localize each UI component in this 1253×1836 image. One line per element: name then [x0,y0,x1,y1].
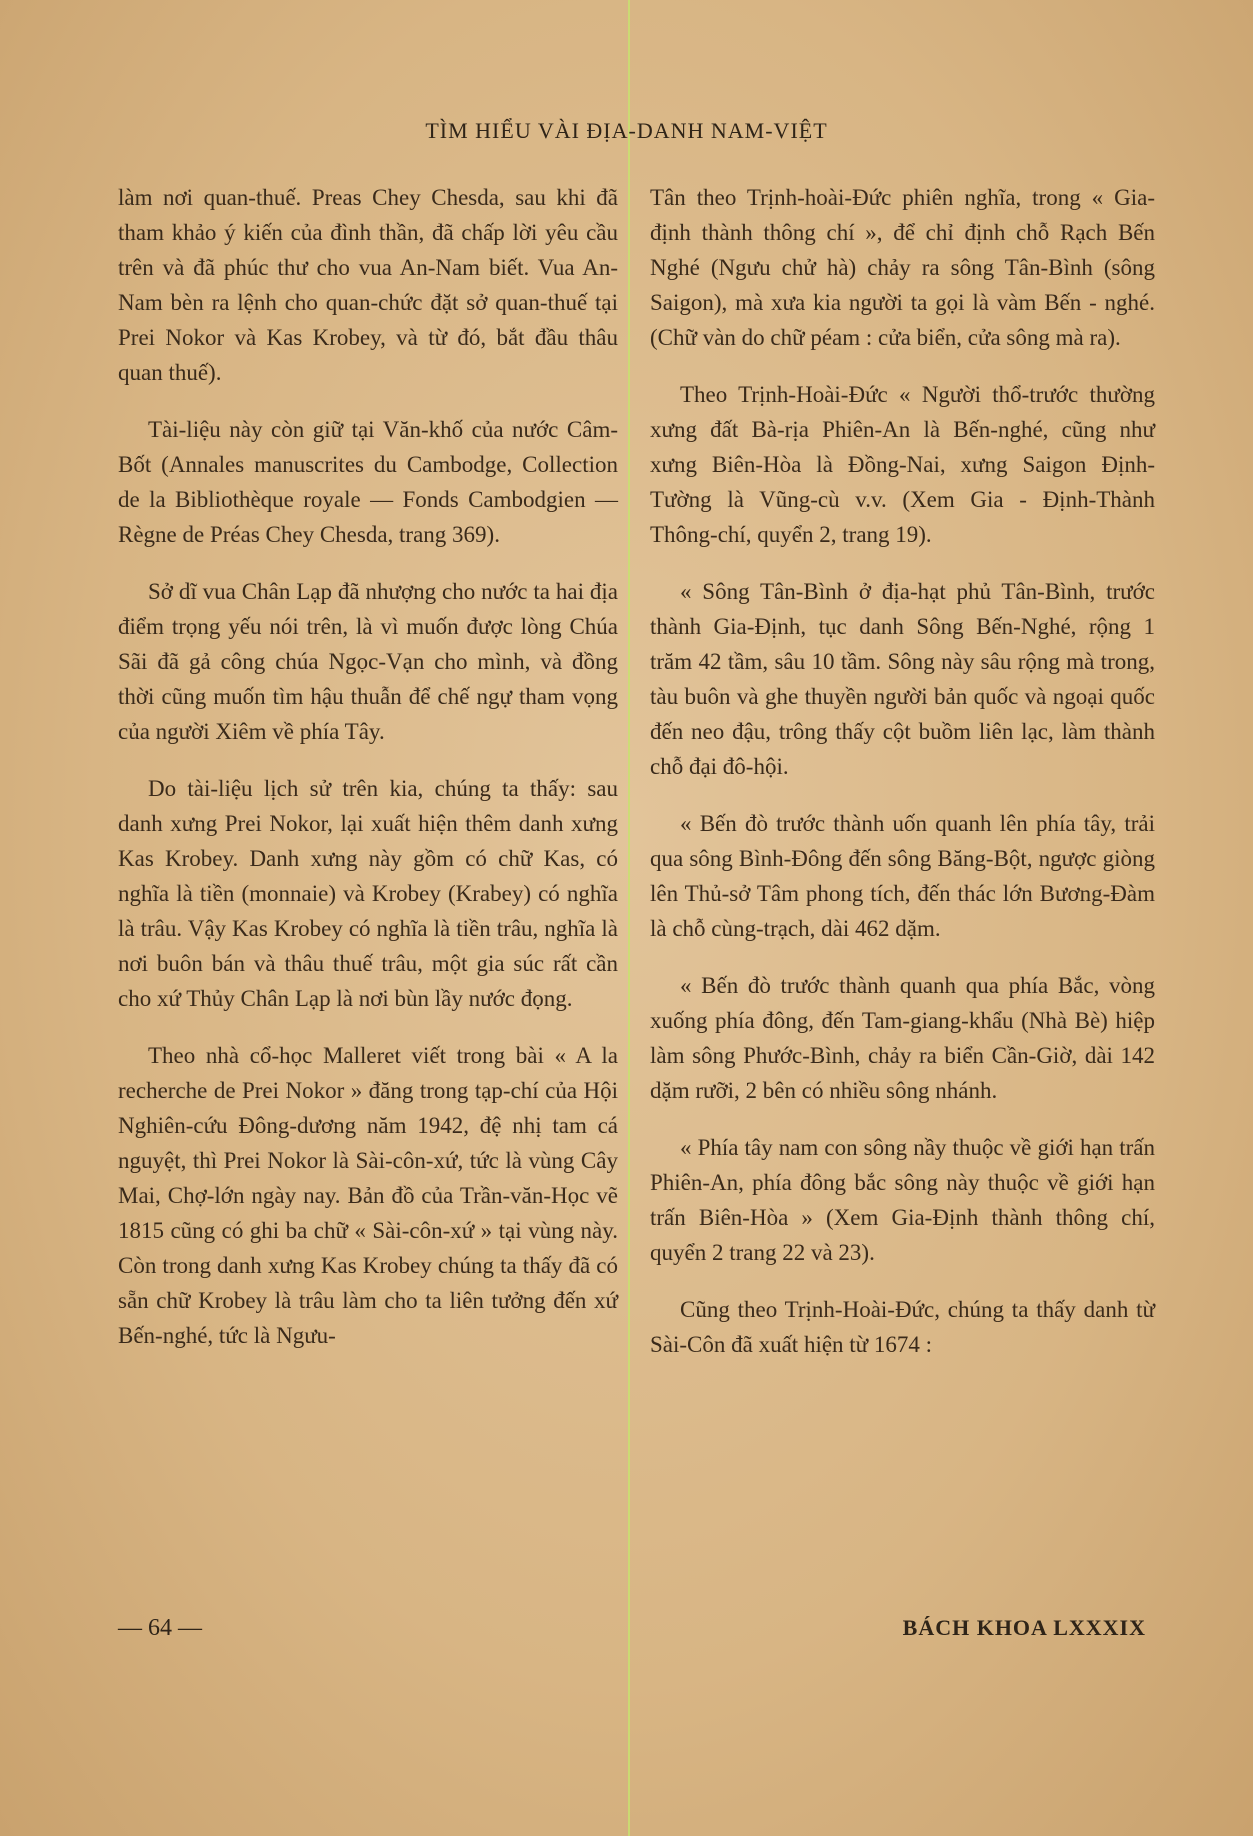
publication-name: BÁCH KHOA LXXXIX [902,1615,1146,1640]
paragraph: Theo Trịnh-Hoài-Đức « Người thổ-trước thường xưng đất Bà-rịa Phiên-An là Bến-nghé, cũng như xưng Biên-Hòa là Đồng-Nai, xưng Saigon Định-Tường là Vũng-cù v.v. (Xem Gia - Định-Thành Thông-chí, quyển 2, trang 19). [650,382,1155,547]
right-column [650,180,1155,1362]
running-header: TÌM HIỂU VÀI ĐỊA-DANH NAM-VIỆT [425,118,828,143]
page-spine-line [628,0,630,1836]
paragraph: « Sông Tân-Bình ở địa-hạt phủ Tân-Bình, trước thành Gia-Định, tục danh Sông Bến-Nghé, rộng 1 trăm 42 tầm, sâu 10 tầm. Sông này sâu rộng mà trong, tàu buôn và ghe thuyền người bản quốc và ngoại quốc đến neo đậu, trông thấy cột buồm liên lạc, làm thành chỗ đại đô-hội. [650,579,1155,779]
paragraph: làm nơi quan-thuế. Preas Chey Chesda, sau khi đã tham khảo ý kiến của đình thần, đã chấp lời yêu cầu trên và đã phúc thư cho vua An-Nam biết. Vua An-Nam bèn ra lệnh cho quan-chức đặt sở quan-thuế tại Prei Nokor và Kas Krobey, và từ đó, bắt đầu thâu quan thuế). [118,185,618,385]
paragraph: Cũng theo Trịnh-Hoài-Đức, chúng ta thấy danh từ Sài-Côn đã xuất hiện từ 1674 : [650,1297,1155,1357]
paragraph: Tài-liệu này còn giữ tại Văn-khố của nước Câm-Bốt (Annales manuscrites du Cambodge, Collection de la Bibliothèque royale — Fonds Cambodgien — Règne de Préas Chey Chesda, trang 369). [118,417,618,547]
left-column [118,180,618,1353]
paragraph: « Phía tây nam con sông nầy thuộc về giới hạn trấn Phiên-An, phía đông bắc sông này thuộc về giới hạn trấn Biên-Hòa » (Xem Gia-Định thành thông chí, quyển 2 trang 22 và 23). [650,1135,1155,1265]
paragraph: « Bến đò trước thành quanh qua phía Bắc, vòng xuống phía đông, đến Tam-giang-khẩu (Nhà Bè) hiệp làm sông Phước-Bình, chảy ra biển Cần-Giờ, dài 142 dặm rưỡi, 2 bên có nhiều sông nhánh. [650,973,1155,1103]
page-number: — 64 — [118,1615,202,1641]
paragraph: Theo nhà cổ-học Malleret viết trong bài « A la recherche de Prei Nokor » đăng trong tạp-chí của Hội Nghiên-cứu Đông-dương năm 1942, đệ nhị tam cá nguyệt, thì Prei Nokor là Sài-côn-xứ, tức là vùng Cây Mai, Chợ-lớn ngày nay. Bản đồ của Trần-văn-Học vẽ 1815 cũng có ghi ba chữ « Sài-côn-xứ » tại vùng này. Còn trong danh xưng Kas Krobey chúng ta thấy đã có sẵn chữ Krobey là trâu làm cho ta liên tưởng đến xứ Bến-nghé, tức là Ngưu- [118,1043,618,1348]
paragraph: « Bến đò trước thành uốn quanh lên phía tây, trải qua sông Bình-Đông đến sông Băng-Bột, ngược giòng lên Thủ-sở Tâm phong tích, đến thác lớn Bương-Đàm là chỗ cùng-trạch, dài 462 dặm. [650,811,1155,941]
paragraph: Do tài-liệu lịch sử trên kia, chúng ta thấy: sau danh xưng Prei Nokor, lại xuất hiện thêm danh xưng Kas Krobey. Danh xưng này gồm có chữ Kas, có nghĩa là tiền (monnaie) và Krobey (Krabey) có nghĩa là trâu. Vậy Kas Krobey có nghĩa là tiền trâu, nghĩa là nơi buôn bán và thâu thuế trâu, một gia súc rất cần cho xứ Thủy Chân Lạp là nơi bùn lầy nước đọng. [118,776,618,1011]
paragraph: Tân theo Trịnh-hoài-Đức phiên nghĩa, trong « Gia-định thành thông chí », để chỉ định chỗ Rạch Bến Nghé (Ngưu chử hà) chảy ra sông Tân-Bình (sông Saigon), mà xưa kia người ta gọi là vàm Bến - nghé. (Chữ vàn do chữ péam : cửa biển, cửa sông mà ra). [650,185,1155,350]
paragraph: Sở dĩ vua Chân Lạp đã nhượng cho nước ta hai địa điểm trọng yếu nói trên, là vì muốn được lòng Chúa Sãi đã gả công chúa Ngọc-Vạn cho mình, và đồng thời cũng muốn tìm hậu thuẫn để chế ngự tham vọng của người Xiêm về phía Tây. [118,579,618,744]
